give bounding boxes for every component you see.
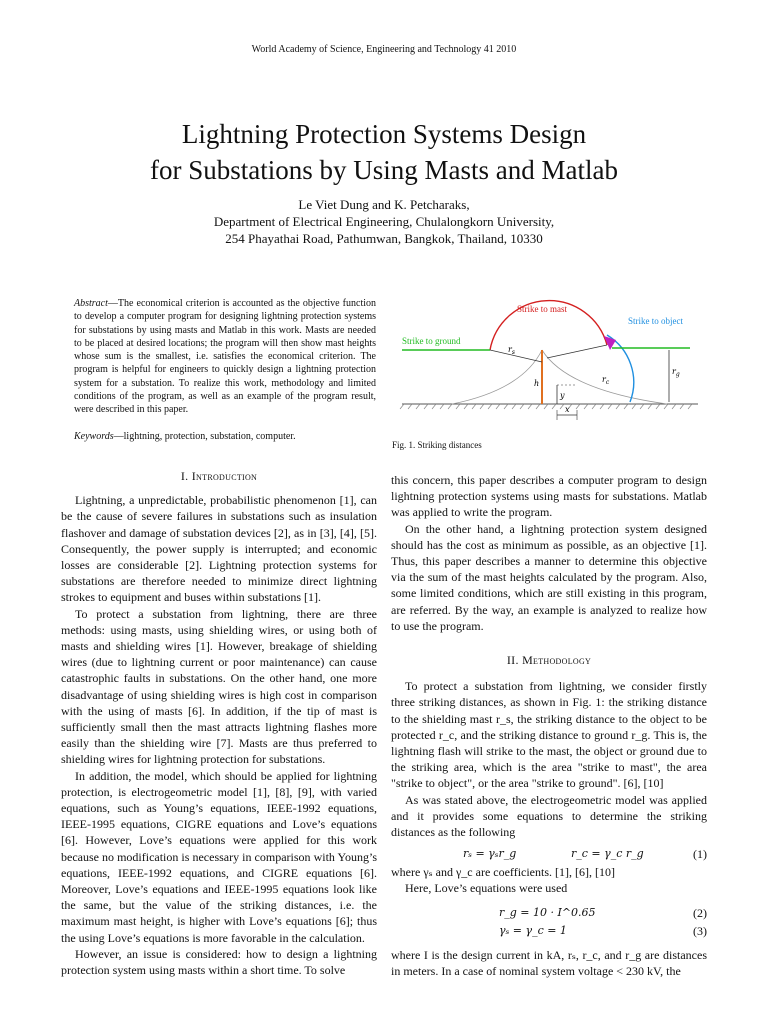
label-rs: $r_s$ (508, 345, 515, 356)
radius-rc (547, 345, 607, 358)
address: 254 Phayathai Road, Pathumwan, Bangkok, Thailand, 10330 (225, 231, 543, 246)
affiliation: Department of Electrical Engineering, Chulalongkorn University, (213, 214, 555, 229)
method-paragraph-2: As was stated above, the electrogeometric model was applied and it provides some equations to determine the striking distances as the following (391, 792, 707, 840)
equation-3 (391, 923, 707, 941)
paper-title (0, 116, 768, 188)
equation-2 (391, 905, 707, 923)
final-paragraph: where I is the design current in kA, rₛ, r_c, and r_g are distances in meters. In a case of nominal system voltage < 230 kV, the (391, 947, 707, 978)
where-line: where γₛ and γ_c are coefficients. [1], [6], [10] (391, 865, 615, 880)
keywords-label: Keywords (74, 431, 114, 442)
right-paragraph-2: On the other hand, a lightning protection system designed should has the cost as minimum as possible, as an objective [1]. Thus, this paper describes a manner to determine this objective via the sum of the mast heights calculated by the program. Also, some limited conditions, which are still existing in this program, are referred. By the way, an example is analyzed to realize how to use the program. (391, 521, 707, 633)
equation-3-body: γₛ = γ_c = 1 (499, 923, 567, 937)
label-y: y (560, 391, 565, 400)
keywords-text: —lightning, protection, substation, computer. (113, 431, 296, 442)
intro-paragraph-4: However, an issue is considered: how to design a lightning protection system using masts within a short time. To solve (61, 946, 377, 978)
figure-striking-distances (392, 290, 708, 440)
equation-3-number: (3) (693, 923, 707, 938)
equation-1 (391, 846, 707, 864)
title-line-1: Lightning Protection Systems Design (181, 119, 587, 149)
left-column (61, 468, 377, 978)
method-paragraph-1: To protect a substation from lightning, we consider firstly three striking distances, as shown in Fig. 1: the striking distance to the shielding mast r_s, the striking distance to the object to be protected r_c, and the striking distance to ground r_g. This is, the lightning flash will strike to the mast, the object or ground due to the striking area, which is the area "strike to mast", the area "strike to object", or the area "strike to ground". [6], [10] (391, 679, 707, 791)
label-strike-to-mast: Strike to mast (517, 304, 567, 314)
equation-2-number: (2) (693, 905, 707, 920)
abstract-label: Abstract (74, 298, 108, 309)
authors: Le Viet Dung and K. Petcharaks, (298, 197, 470, 212)
protected-zone-left (452, 350, 542, 404)
running-header: World Academy of Science, Engineering and Technology 41 2010 (251, 44, 517, 55)
ground-hatch (400, 404, 692, 409)
label-rg: $r_g$ (672, 367, 680, 378)
intro-paragraph-1: Lightning, a unpredictable, probabilistic phenomenon [1], can be the cause of severe failures in substations such as insulation flashover and damage of substation devices [2], as in [3], [4], [5]. Consequently, the power supply is interrupted; and economic losses are considerable [2]. Lightning protection systems for substations are therefore needed to minimize direct lightning strokes to equipment and buses within substations [1]. (61, 493, 377, 605)
label-rc: $r_c$ (602, 375, 610, 386)
label-strike-to-ground: Strike to ground (402, 336, 461, 346)
figure-caption: Fig. 1. Striking distances (392, 440, 482, 450)
equation-2-body: r_g = 10 · I^0.65 (499, 905, 596, 919)
equation-1-right: r_c = γ_c r_g (571, 847, 644, 861)
equation-1-left: rₛ = γₛr_g (463, 847, 517, 861)
radius-rs (490, 350, 542, 362)
keywords (74, 430, 376, 443)
intro-paragraph-2: To protect a substation from lightning, there are three methods: using masts, using shielding wires, or using both of masts and shielding wires [1]. However, breakage of shielding wires (due to lightning current or poor maintenance) can cause catastrophic faults in substations. On the other hand, one more disadvantage of using shielding wires is high cost in comparison with the using of masts [6]. In addition, if the tip of mast is sufficiently small then the mast attracts lightning flashes more easily than the shielding wire [7]. Masts are thus preferred to shielding wires for lightning protection for substations. (61, 606, 377, 767)
intro-paragraph-3: In addition, the model, which should be applied for lightning protection, is electrogeometric model [1], [8], [9], with varied equations, such as Young’s equations, IEEE-1992 equations, IEEE-1995 equations, CIGRE equations and Love’s equations [6]. However, Love’s equations were applied for this work because no modification is necessary in comparison with Young’s equations, IEEE-1992 equations, and CIGRE equations [6]. Moreover, Love’s equations and IEEE-1995 equations look like the same, but the value of the striking distances, i.e. the maximum mast height, is higher with Love’s equations [6]; thus the using Love’s equations is more favorable in the calculation. (61, 768, 377, 945)
equation-1-number: (1) (693, 847, 707, 862)
title-line-2: for Substations by Using Masts and Matlab (150, 155, 618, 185)
label-strike-to-object: Strike to object (628, 316, 683, 326)
section-heading-introduction: I. Introduction (180, 469, 258, 483)
label-x: x (565, 405, 570, 414)
abstract (74, 297, 376, 417)
label-h: h (534, 379, 540, 388)
right-column (391, 472, 707, 979)
loves-line: Here, Love’s equations were used (405, 881, 568, 896)
right-paragraph-1: this concern, this paper describes a computer program to design lightning protection systems using masts for substations. Matlab was applied to write the program. (391, 473, 707, 520)
author-block (0, 196, 768, 247)
abstract-text: —The economical criterion is accounted as the objective function to develop a computer program for designing lightning protection systems for substations by using masts and Matlab in this work. Masts are needed to be placed at desired locations; the program will then show mast heights whose sum is the smallest, i.e. satisfies the economical criterion. The program is helpful for engineers to quickly design a lightning protection system for a substation. To realize this work, methodology and limited conditions of the program, as well as an example of the program result, were described in this paper. (74, 298, 376, 416)
section-heading-methodology: II. Methodology (506, 653, 592, 668)
